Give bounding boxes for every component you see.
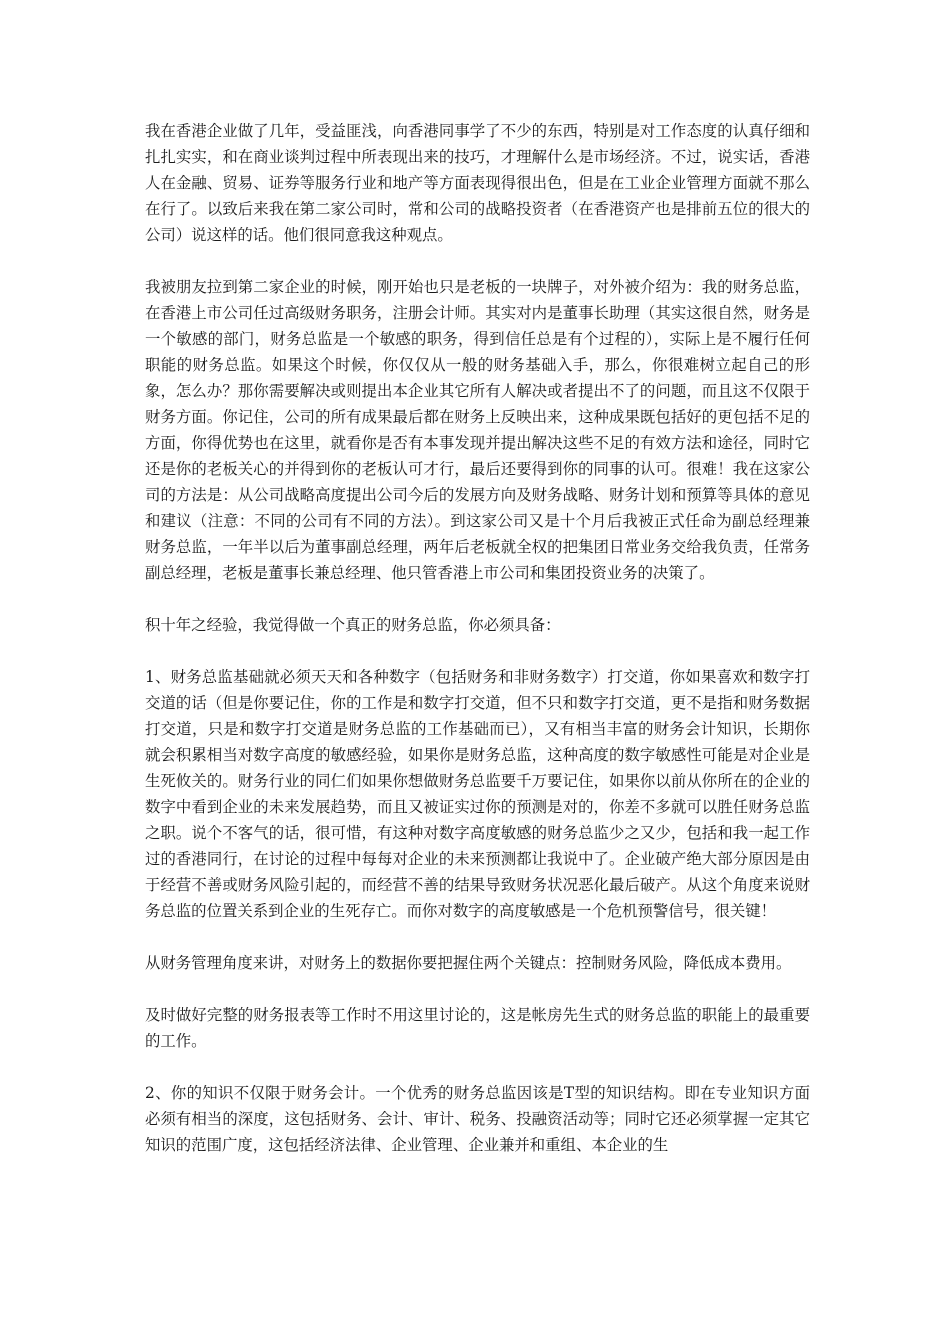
paragraph-second-company: 我被朋友拉到第二家企业的时候，刚开始也只是老板的一块牌子，对外被介绍为：我的财务总监，在香港上市公司任过高级财务职务，注册会计师。其实对内是董事长助理（其实这很自然，财务是一个敏感的部门，财务总监是一个敏感的职务，得到信任总是有个过程的），实际上是不履行任何职能的财务总监。如果这个时候，你仅仅从一般的财务基础入手，那么，你很难树立起自己的形象，怎么办？那你需要解决或则提出本企业其它所有人解决或者提出不了的问题，而且这不仅限于财务方面。你记住，公司的所有成果最后都在财务上反映出来，这种成果既包括好的更包括不足的方面，你得优势也在这里，就看你是否有本事发现并提出解决这些不足的有效方法和途径，同时它还是你的老板关心的并得到你的老板认可才行，最后还要得到你的同事的认可。很难！我在这家公司的方法是：从公司战略高度提出公司今后的发展方向及财务战略、财务计划和预算等具体的意见和建议（注意：不同的公司有不同的方法）。到这家公司又是十个月后我被正式任命为副总经理兼财务总监，一年半以后为董事副总经理，两年后老板就全权的把集团日常业务交给我负责，任常务副总经理，老板是董事长兼总经理、他只管香港上市公司和集团投资业务的决策了。 — [145, 278, 810, 582]
paragraph-hk-experience: 我在香港企业做了几年，受益匪浅，向香港同事学了不少的东西，特别是对工作态度的认真仔细和扎扎实实，和在商业谈判过程中所表现出来的技巧，才理解什么是市场经济。不过，说实话，香港人在金融、贸易、证券等服务行业和地产等方面表现得很出色，但是在工业企业管理方面就不那么在行了。以致后来我在第二家公司时，常和公司的战略投资者（在香港资产也是排前五位的很大的公司）说这样的话。他们很同意我这种观点。 — [145, 122, 810, 244]
paragraph-two-key-points: 从财务管理角度来讲，对财务上的数据你要把握住两个关键点：控制财务风险，降低成本费用。 — [145, 954, 792, 972]
paragraph-point-2-knowledge: 2、你的知识不仅限于财务会计。一个优秀的财务总监因该是T型的知识结构。即在专业知识方面必须有相当的深度，这包括财务、会计、审计、税务、投融资活动等；同时它还必须掌握一定其它知识的范围广度，这包括经济法律、企业管理、企业兼并和重组、本企业的生 — [145, 1084, 810, 1154]
paragraph-ten-years-intro: 积十年之经验，我觉得做一个真正的财务总监，你必须具备： — [145, 616, 561, 634]
paragraph-point-1-numbers: 1、财务总监基础就必须天天和各种数字（包括财务和非财务数字）打交道，你如果喜欢和数字打交道的话（但是你要记住，你的工作是和数字打交道，但不只和数字打交道，更不是指和财务数据打交道，只是和数字打交道是财务总监的工作基础而已），又有相当丰富的财务会计知识，长期你就会积累相当对数字高度的敏感经验，如果你是财务总监，这种高度的数字敏感性可能是对企业是生死攸关的。财务行业的同仁们如果你想做财务总监要千万要记住，如果你以前从你所在的企业的数字中看到企业的未来发展趋势，而且又被证实过你的预测是对的，你差不多就可以胜任财务总监之职。说个不客气的话，很可惜，有这种对数字高度敏感的财务总监少之又少，包括和我一起工作过的香港同行，在讨论的过程中每每对企业的未来预测都让我说中了。企业破产绝大部分原因是由于经营不善或财务风险引起的，而经营不善的结果导致财务状况恶化最后破产。从这个角度来说财务总监的位置关系到企业的生死存亡。而你对数字的高度敏感是一个危机预警信号，很关键！ — [145, 668, 810, 920]
document-body — [145, 118, 810, 1184]
paragraph-financial-reports: 及时做好完整的财务报表等工作时不用这里讨论的，这是帐房先生式的财务总监的职能上的最重要的工作。 — [145, 1006, 810, 1050]
